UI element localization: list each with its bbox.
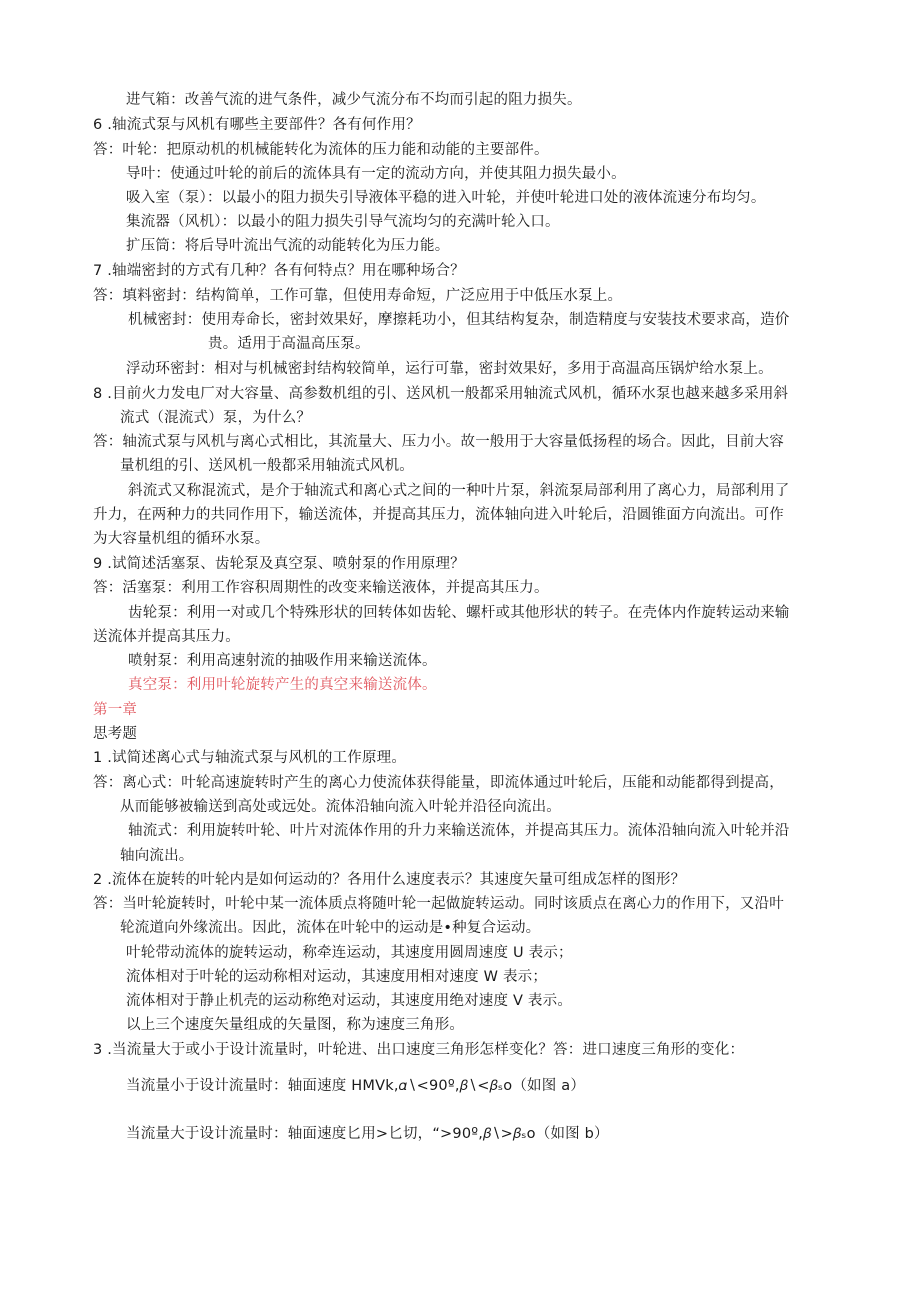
text-line: 浮动环密封：相对与机械密封结构较简单，运行可靠，密封效果好，多用于高温高压锅炉给水泵上。 — [126, 361, 773, 377]
question-heading: 3 .当流量大于或小于设计流量时，叶轮进、出口速度三角形怎样变化？答：进口速度三角形的变化： — [93, 1042, 745, 1058]
question-heading: 2 .流体在旋转的叶轮内是如何运动的？各用什么速度表示？其速度矢量可组成怎样的图形？ — [93, 872, 686, 888]
question-heading: 流式（混流式）泵，为什么？ — [120, 410, 312, 426]
highlighted-text-line: 真空泵：利用叶轮旋转产生的真空来输送流体。 — [128, 677, 437, 693]
text-line: 量机组的引、送风机一般都采用轴流式风机。 — [120, 458, 414, 474]
answer-line: 答：轴流式泵与风机与离心式相比，其流量大、压力小。故一般用于大容量低扬程的场合。因此，目前大容 — [93, 434, 784, 450]
text-line: 扩压筒：将后导叶流出气流的动能转化为压力能。 — [126, 238, 450, 254]
answer-line: 答：当叶轮旋转时，叶轮中某一流体质点将随叶轮一起做旋转运动。同时该质点在离心力的作用下，又沿叶 — [93, 896, 784, 912]
text-line: 集流器（风机）：以最小的阻力损失引导气流均匀的充满叶轮入口。 — [126, 214, 560, 230]
text-line: 流体相对于静止机壳的运动称绝对运动，其速度用绝对速度 V 表示。 — [126, 993, 573, 1009]
answer-line: 答：叶轮：把原动机的机械能转化为流体的压力能和动能的主要部件。 — [93, 142, 549, 158]
answer-line: 答：活塞泵：利用工作容积周期性的改变来输送液体，并提高其压力。 — [93, 580, 549, 596]
text-line: 轴向流出。 — [120, 848, 194, 864]
text-line: 机械密封：使用寿命长，密封效果好，摩擦耗功小，但其结构复杂，制造精度与安装技术要求高，造价 — [128, 312, 790, 328]
text-line: 为大容量机组的循环水泵。 — [93, 531, 270, 547]
text-line: 轴流式：利用旋转叶轮、叶片对流体作用的升力来输送流体，并提高其压力。流体沿轴向流入叶轮并沿 — [128, 823, 790, 839]
text-line: 齿轮泵：利用一对或几个特殊形状的回转体如齿轮、螺杆或其他形状的转子。在壳体内作旋转运动来输 — [128, 605, 790, 621]
text-line: 轮流道向外缘流出。因此，流体在叶轮中的运动是•种复合运动。 — [120, 920, 541, 936]
text-line: 叶轮带动流体的旋转运动，称牵连运动，其速度用圆周速度 U 表示； — [126, 945, 573, 961]
text-line: 吸入室（泵）：以最小的阻力损失引导液体平稳的进入叶轮，并使叶轮进口处的液体流速分布均匀。 — [126, 190, 766, 206]
question-heading: 9 .试简述活塞泵、齿轮泵及真空泵、喷射泵的作用原理？ — [93, 556, 465, 572]
text-line: 喷射泵：利用高速射流的抽吸作用来输送流体。 — [128, 653, 437, 669]
answer-line: 答：离心式：叶轮高速旋转时产生的离心力使流体获得能量，即流体通过叶轮后，压能和动能都得到提高， — [93, 775, 784, 791]
text-line: 从而能够被输送到高处或远处。流体沿轴向流入叶轮并沿径向流出。 — [120, 799, 561, 815]
text-line: 升力，在两种力的共同作用下，输送流体，并提高其压力，流体轴向进入叶轮后，沿圆锥面方向流出。可作 — [93, 507, 784, 523]
question-heading: 7 .轴端密封的方式有几种？各有何特点？用在哪种场合？ — [93, 263, 465, 279]
formula-line: 当流量大于设计流量时：轴面速度匕用>匕切，“>90º,𝛽∖>𝛽ₛo（如图 b） — [126, 1126, 609, 1142]
text-line: 送流体并提高其压力。 — [93, 629, 240, 645]
answer-line: 答：填料密封：结构简单，工作可靠，但使用寿命短，广泛应用于中低压水泵上。 — [93, 288, 623, 304]
text-line: 进气箱：改善气流的进气条件，减少气流分布不均而引起的阻力损失。 — [126, 92, 582, 108]
formula-line: 当流量小于设计流量时：轴面速度 HMVk,𝛼∖<90º,𝛽∖<𝛽ₛo（如图 a） — [126, 1078, 586, 1094]
text-line: 导叶：使通过叶轮的前后的流体具有一定的流动方向，并使其阻力损失最小。 — [126, 166, 626, 182]
text-line: 贵。适用于高温高压泵。 — [208, 336, 370, 352]
question-heading: 1 .试简述离心式与轴流式泵与风机的工作原理。 — [93, 750, 407, 766]
text-line: 流体相对于叶轮的运动称相对运动，其速度用相对速度 W 表示； — [126, 969, 548, 985]
text-line: 以上三个速度矢量组成的矢量图，称为速度三角形。 — [126, 1017, 465, 1033]
chapter-heading: 第一章 — [93, 702, 138, 718]
question-heading: 8 .目前火力发电厂对大容量、高参数机组的引、送风机一般都采用轴流式风机，循环水泵也越来越多采用斜 — [93, 386, 789, 402]
text-line: 斜流式又称混流式，是介于轴流式和离心式之间的一种叶片泵，斜流泵局部利用了离心力，局部利用了 — [128, 483, 790, 499]
question-heading: 6 .轴流式泵与风机有哪些主要部件？各有何作用？ — [93, 117, 421, 133]
section-heading: 思考题 — [93, 726, 138, 742]
